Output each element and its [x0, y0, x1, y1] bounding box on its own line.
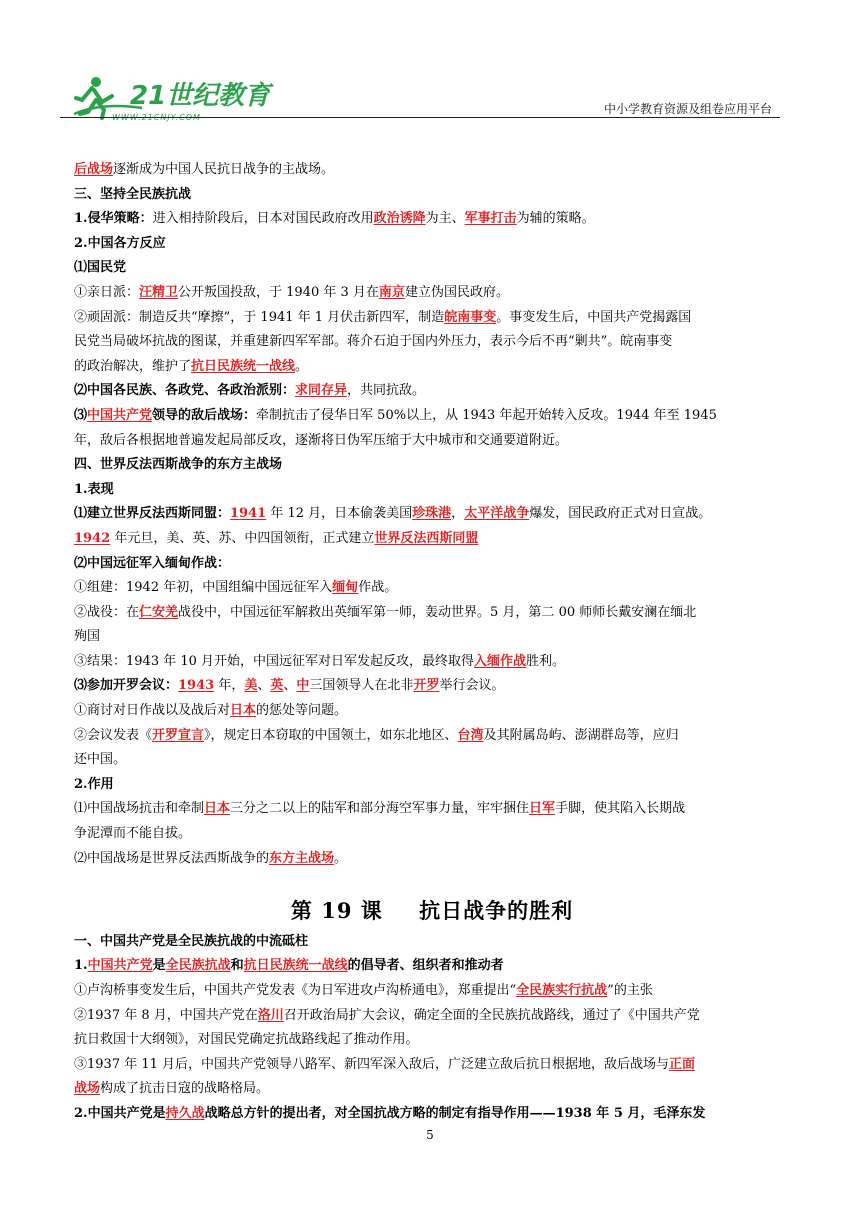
section-lesson-18 — [74, 158, 790, 871]
key-term: 日军 — [529, 801, 556, 817]
logo-text: 21世纪教育 — [130, 81, 271, 111]
key-term: 开罗宣言 — [152, 727, 205, 743]
text-line — [74, 1077, 790, 1102]
text-line — [74, 232, 790, 257]
text-segment: 召开政治局扩大会议，确定全面的全民族抗战路线，通过了《中国共产党 — [283, 1007, 700, 1023]
text-segment: ③结果：1943 年 10 月开始，中国远征军对日军发起反攻，最终取得 — [74, 653, 475, 669]
key-term: 战场 — [74, 1081, 101, 1097]
text-segment: 领导的敌后战场： — [152, 407, 257, 423]
text-line — [74, 674, 790, 699]
text-segment: ⑵中国战场是世界反法西斯战争的 — [74, 850, 270, 866]
text-segment: 公开叛国投敌，于 1940 年 3 月在 — [178, 284, 379, 300]
key-term: 仁安羌 — [139, 604, 179, 620]
key-term: 太平洋战争 — [464, 506, 530, 522]
text-segment: ，共同抗敌。 — [347, 383, 426, 399]
text-segment: 、 — [283, 678, 297, 694]
text-segment: 的惩处等问题。 — [256, 703, 348, 719]
text-segment: 和 — [230, 958, 244, 974]
text-segment: 建立伪国民政府。 — [404, 284, 509, 300]
key-term: 东方主战场 — [269, 850, 335, 866]
text-segment: 举行会议。 — [439, 678, 505, 694]
document-body — [74, 158, 790, 1127]
text-segment: 年元旦，美、英、苏、中四国领衔，正式建立 — [110, 530, 375, 546]
text-segment: 作战。 — [358, 580, 398, 596]
key-term: 持久战 — [165, 1105, 205, 1121]
text-segment: 的倡导者、组织者和推动者 — [347, 958, 504, 974]
text-line — [74, 207, 790, 232]
text-line — [74, 183, 790, 208]
text-segment: ①组建：1942 年初，中国组编中国远征军入 — [74, 580, 333, 596]
text-segment: 三国领导人在北非 — [309, 678, 414, 694]
text-line — [74, 748, 790, 773]
text-segment: 1.表现 — [74, 481, 114, 497]
key-term: 军事打击 — [464, 211, 517, 227]
key-term: 珍珠港 — [412, 506, 452, 522]
text-line — [74, 930, 790, 955]
text-segment: 是 — [152, 958, 166, 974]
page-header — [60, 66, 780, 122]
key-term: 1943 — [178, 678, 215, 694]
text-segment: 年， — [214, 678, 245, 694]
text-segment: 年 12 月，日本偷袭美国 — [266, 506, 413, 522]
lesson-name: 抗日战争的胜利 — [419, 898, 574, 924]
key-term: 正面 — [669, 1056, 696, 1072]
text-segment: ②战役：在 — [74, 604, 140, 620]
text-line — [74, 773, 790, 798]
text-segment: 进入相持阶段后，日本对国民政府改用 — [152, 211, 374, 227]
text-segment: 一、中国共产党是全民族抗战的中流砥柱 — [74, 933, 309, 949]
text-line — [74, 379, 790, 404]
text-segment: 。事变发生后，中国共产党揭露国 — [496, 309, 692, 325]
text-segment: 1. — [74, 958, 88, 974]
text-segment: 三、坚持全民族抗战 — [74, 186, 192, 202]
text-segment: 四、世界反法西斯战争的东方主战场 — [74, 457, 283, 473]
text-line — [74, 954, 790, 979]
key-term: 中 — [296, 678, 310, 694]
key-term: 台湾 — [457, 727, 484, 743]
text-line — [74, 478, 790, 503]
text-segment: ⑶ — [74, 407, 88, 423]
text-segment: 三分之二以上的陆军和部分海空军事力量，牢牢捆住 — [230, 801, 530, 817]
text-segment: ③1937 年 11 月后，中国共产党领导八路军、新四军深入敌后，广泛建立敌后抗日根据地，敌后战场与 — [74, 1056, 670, 1072]
text-segment: 抗日救国十大纲领》，对国民党确定抗战路线起了推动作用。 — [74, 1032, 419, 1048]
text-segment: 战略总方针的提出者，对全国抗战方略的制定有指导作用——1938 年 5 月，毛泽东发 — [204, 1105, 706, 1121]
page-number: 5 — [426, 1128, 434, 1142]
text-segment: ①卢沟桥事变发生后，中国共产党发表《为日军进攻卢沟桥通电》，郑重提出“ — [74, 983, 517, 998]
key-term: 求同存异 — [295, 383, 348, 399]
key-term: 世界反法西斯同盟 — [374, 530, 479, 546]
text-segment: 2.中国各方反应 — [74, 235, 166, 251]
text-line — [74, 256, 790, 281]
text-segment: 爆发，国民政府正式对日宣战。 — [529, 506, 712, 522]
key-term: 入缅作战 — [474, 653, 527, 669]
text-segment: ②1937 年 8 月，中国共产党在 — [74, 1007, 258, 1023]
text-line — [74, 429, 790, 454]
key-term: 洛川 — [257, 1007, 284, 1023]
key-term: 后战场 — [74, 162, 114, 177]
key-term: 开罗 — [413, 678, 440, 694]
text-segment: 牵制抗击了侵华日军 50%以上，从 1943 年起开始转入反攻。1944 年至 1945 — [256, 407, 717, 423]
key-term: 日本 — [230, 703, 257, 719]
text-line — [74, 576, 790, 601]
text-segment: ⑴建立世界反法西斯同盟： — [74, 506, 231, 522]
text-segment: 的政治解决，维护了 — [74, 358, 192, 374]
text-segment: ①商讨对日作战以及战后对 — [74, 703, 231, 719]
section-lesson-19 — [74, 930, 790, 1127]
text-segment: ②会议发表《 — [74, 727, 153, 743]
text-line — [74, 306, 790, 331]
key-term: 英 — [270, 678, 284, 694]
text-line — [74, 724, 790, 749]
text-line — [74, 330, 790, 355]
text-segment: ⑵中国远征军入缅甸作战： — [74, 555, 231, 571]
text-segment: ①亲日派： — [74, 284, 140, 300]
text-line — [74, 453, 790, 478]
key-term: 抗日民族统一战线 — [243, 958, 348, 974]
text-segment: ”的主张 — [607, 983, 653, 998]
text-line — [74, 601, 790, 626]
text-segment: 还中国。 — [74, 752, 127, 768]
key-term: 皖南事变 — [444, 309, 497, 325]
text-line — [74, 822, 790, 847]
text-segment: 争泥潭而不能自拔。 — [74, 826, 192, 842]
platform-name: 中小学教育资源及组卷应用平台 — [603, 102, 772, 116]
text-segment: ⑴中国战场抗击和牵制 — [74, 801, 205, 817]
text-segment: 、 — [257, 678, 271, 694]
key-term: 南京 — [378, 284, 405, 300]
text-line — [74, 502, 790, 527]
text-segment: 构成了抗击日寇的战略格局。 — [100, 1081, 270, 1097]
text-segment: 2.中国共产党是 — [74, 1105, 166, 1121]
text-line — [74, 979, 790, 1004]
text-line — [74, 1053, 790, 1078]
text-segment: 殉国 — [74, 629, 101, 645]
text-line — [74, 699, 790, 724]
text-line — [74, 355, 790, 380]
text-segment: ⑵中国各民族、各政党、各政治派别： — [74, 383, 296, 399]
text-line — [74, 404, 790, 429]
text-line — [74, 552, 790, 577]
text-line — [74, 797, 790, 822]
text-segment: 及其附属岛屿、澎湖群岛等，应归 — [483, 727, 679, 743]
text-line — [74, 625, 790, 650]
key-term: 中国共产党 — [87, 958, 153, 974]
key-term: 日本 — [204, 801, 231, 817]
text-segment: 》，规定日本窃取的中国领土，如东北地区、 — [204, 727, 458, 743]
text-segment: 胜利。 — [526, 653, 566, 669]
key-term: 政治诱降 — [373, 211, 426, 227]
text-segment: 。 — [334, 850, 348, 866]
key-term: 汪精卫 — [139, 284, 179, 300]
key-term: 缅甸 — [332, 580, 359, 596]
text-line — [74, 1028, 790, 1053]
key-term: 全民族实行抗战 — [516, 983, 608, 998]
key-term: 美 — [244, 678, 258, 694]
header-divider — [60, 117, 780, 118]
key-term: 全民族抗战 — [165, 958, 231, 974]
text-segment: 为主、 — [425, 211, 465, 227]
text-line — [74, 527, 790, 552]
key-term: 抗日民族统一战线 — [191, 358, 296, 374]
key-term: 1942 — [74, 530, 111, 546]
text-segment: 2.作用 — [74, 776, 114, 792]
text-line — [74, 1004, 790, 1029]
text-line — [74, 847, 790, 872]
lesson-title — [74, 899, 790, 924]
text-segment: 为辅的策略。 — [516, 211, 595, 227]
text-segment: 战役中，中国远征军解救出英缅军第一师，轰动世界。5 月，第二 00 师师长戴安澜在缅北 — [178, 604, 697, 620]
text-segment: ， — [451, 506, 465, 522]
text-line — [74, 650, 790, 675]
logo-url: WWW.21CNJY.COM — [112, 113, 201, 122]
text-segment: 年，敌后各根据地普遍发起局部反攻，逐渐将日伪军压缩于大中城市和交通要道附近。 — [74, 432, 569, 448]
text-segment: 。 — [295, 358, 309, 374]
key-term: 1941 — [230, 506, 267, 522]
text-segment: ⑶参加开罗会议： — [74, 678, 179, 694]
text-segment: ⑴国民党 — [74, 260, 127, 276]
text-segment: 民党当局破坏抗战的图谋，并重建新四军军部。蒋介石迫于国内外压力，表示今后不再“剿共”。皖南事变 — [74, 334, 673, 350]
lesson-number: 第 19 课 — [290, 898, 383, 924]
key-term: 中国共产党 — [87, 407, 153, 423]
text-line — [74, 158, 790, 183]
text-line — [74, 281, 790, 306]
text-segment: ②顽固派：制造反共“摩擦”，于 1941 年 1 月伏击新四军，制造 — [74, 309, 445, 325]
text-line — [74, 1102, 790, 1127]
text-segment: 逐渐成为中国人民抗日战争的主战场。 — [113, 162, 335, 177]
text-segment: 手脚，使其陷入长期战 — [555, 801, 686, 817]
text-segment: 1.侵华策略： — [74, 211, 153, 227]
